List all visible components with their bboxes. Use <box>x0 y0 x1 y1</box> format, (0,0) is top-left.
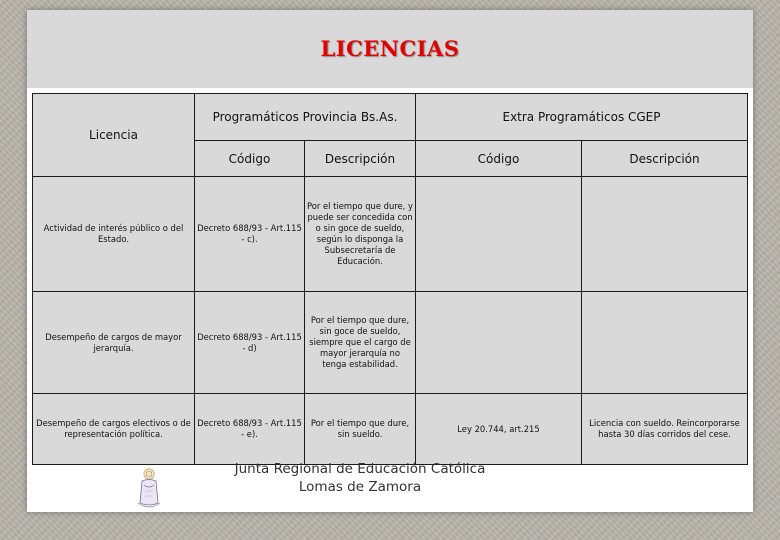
row-2-descripcion: Por el tiempo que dure, sin goce de sueldo, siempre que el cargo de mayor jerarquía no tenga estabilidad. <box>304 291 416 394</box>
title-band <box>27 10 753 88</box>
row-3-licencia: Desempeño de cargos electivos o de representación política. <box>32 393 195 465</box>
header-codigo-extra: Código <box>415 140 582 177</box>
row-2-licencia: Desempeño de cargos de mayor jerarquía. <box>32 291 195 394</box>
row-3-extra-descripcion: Licencia con sueldo. Reincorporarse hasta 30 días corridos del cese. <box>581 393 748 465</box>
row-1-extra-descripcion <box>581 176 748 292</box>
row-2-extra-descripcion <box>581 291 748 394</box>
row-1-licencia: Actividad de interés público o del Estado. <box>32 176 195 292</box>
saint-figure-logo-icon <box>133 467 165 511</box>
licencias-table <box>32 93 748 465</box>
header-licencia: Licencia <box>32 93 195 177</box>
header-descripcion-extra: Descripción <box>581 140 748 177</box>
header-extra-programaticos: Extra Programáticos CGEP <box>415 93 748 141</box>
row-2-extra-codigo <box>415 291 582 394</box>
row-2-codigo: Decreto 688/93 - Art.115 - d) <box>194 291 305 394</box>
page-title: LICENCIAS <box>320 36 460 61</box>
row-1-descripcion: Por el tiempo que dure, y puede ser concedida con o sin goce de sueldo, según lo disponga la Subsecretaría de Educación. <box>304 176 416 292</box>
row-3-extra-codigo: Ley 20.744, art.215 <box>415 393 582 465</box>
row-1-codigo: Decreto 688/93 - Art.115 - c). <box>194 176 305 292</box>
row-3-descripcion: Por el tiempo que dure, sin sueldo. <box>304 393 416 465</box>
row-3-codigo: Decreto 688/93 - Art.115 - e). <box>194 393 305 465</box>
slide <box>27 10 753 512</box>
footer-line-2: Lomas de Zamora <box>298 479 422 495</box>
footer <box>185 460 535 496</box>
footer-line-1: Junta Regional de Educación Católica <box>234 461 486 477</box>
header-codigo-programaticos: Código <box>194 140 305 177</box>
row-1-extra-codigo <box>415 176 582 292</box>
header-programaticos: Programáticos Provincia Bs.As. <box>194 93 416 141</box>
header-descripcion-programaticos: Descripción <box>304 140 416 177</box>
